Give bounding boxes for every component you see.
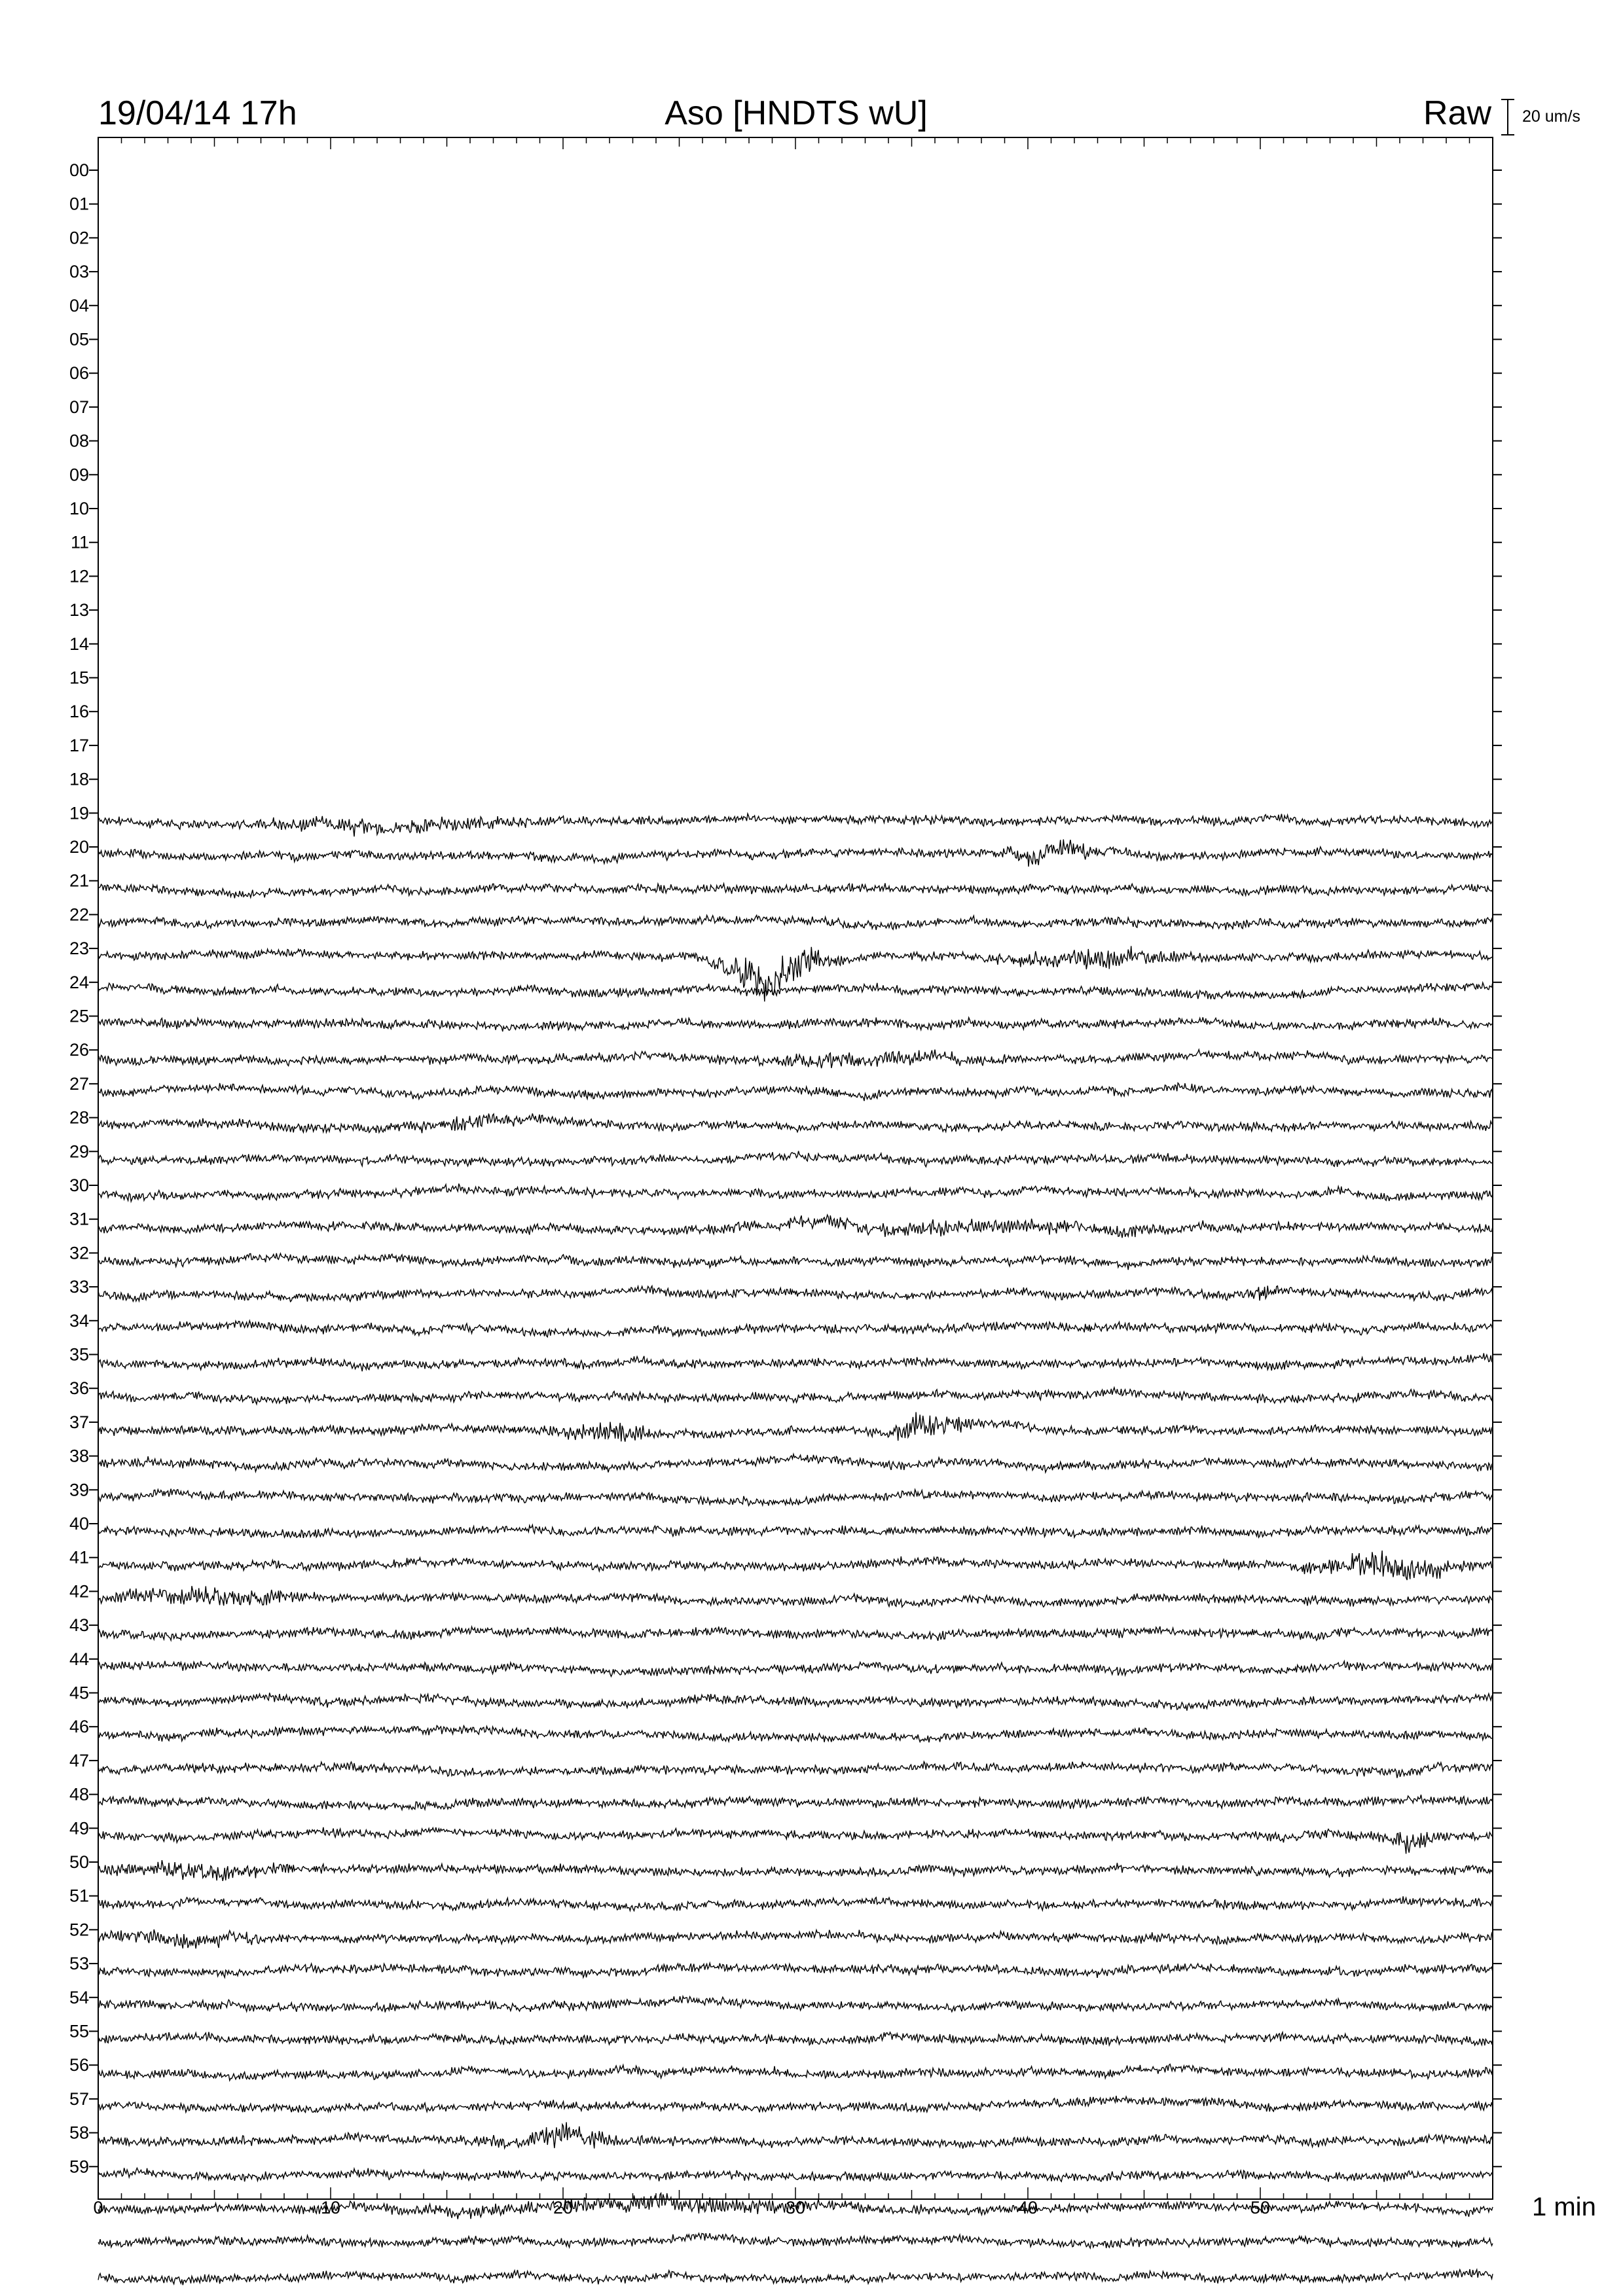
row-label: 05 [69, 329, 89, 350]
row-label: 13 [69, 600, 89, 620]
trace-row-38 [98, 1454, 1493, 1473]
trace-row-57 [98, 2096, 1493, 2112]
trace-row-28 [98, 1113, 1493, 1133]
trace-row-40 [98, 1525, 1493, 1538]
row-label: 07 [69, 397, 89, 417]
row-label: 27 [69, 1073, 89, 1094]
row-label: 22 [69, 905, 89, 925]
row-label: 03 [69, 262, 89, 282]
row-label: 12 [69, 566, 89, 586]
row-label: 11 [70, 532, 89, 552]
trace-row-35 [98, 1354, 1493, 1372]
trace-row-20 [98, 840, 1493, 867]
row-label: 48 [69, 1784, 89, 1804]
trace-row-24 [98, 982, 1493, 999]
trace-row-62 [98, 2269, 1493, 2285]
row-label: 01 [69, 194, 89, 214]
amplitude-scale-label: 20 um/s [1522, 107, 1580, 126]
row-label: 59 [69, 2157, 89, 2177]
trace-row-61 [98, 2233, 1493, 2248]
plot-frame [98, 137, 1493, 2199]
row-label: 32 [69, 1243, 89, 1263]
trace-row-52 [98, 1929, 1493, 1948]
row-label: 53 [69, 1954, 89, 1974]
trace-row-47 [98, 1762, 1493, 1778]
trace-row-31 [98, 1215, 1493, 1238]
x-tick-label: 10 [320, 2198, 341, 2217]
row-label: 20 [69, 837, 89, 857]
amplitude-scale-bar [1501, 99, 1514, 135]
row-label: 31 [69, 1209, 89, 1229]
row-label: 43 [69, 1615, 89, 1636]
row-label: 36 [69, 1378, 89, 1399]
row-label: 45 [69, 1683, 89, 1703]
row-label: 42 [69, 1581, 89, 1602]
trace-row-26 [98, 1050, 1493, 1069]
row-label: 41 [69, 1547, 89, 1568]
trace-row-48 [98, 1795, 1493, 1810]
trace-row-34 [98, 1321, 1493, 1337]
row-label: 02 [69, 228, 89, 248]
date-hour-label: 19/04/14 17h [98, 94, 297, 132]
row-label: 57 [69, 2089, 89, 2109]
trace-row-29 [98, 1151, 1493, 1167]
row-label: 50 [69, 1852, 89, 1872]
row-label: 19 [69, 803, 89, 823]
trace-row-23 [98, 946, 1493, 1001]
trace-row-59 [98, 2168, 1493, 2181]
trace-row-33 [98, 1286, 1493, 1302]
trace-row-55 [98, 2032, 1493, 2046]
row-label: 44 [69, 1649, 89, 1669]
trace-row-39 [98, 1489, 1493, 1506]
row-label: 04 [69, 295, 89, 315]
x-tick-label: 50 [1250, 2198, 1271, 2217]
row-label: 08 [69, 431, 89, 451]
trace-row-43 [98, 1626, 1493, 1641]
x-tick-label: 0 [93, 2198, 103, 2217]
row-label: 47 [69, 1750, 89, 1770]
row-label: 06 [69, 363, 89, 384]
x-tick-label: 30 [785, 2198, 806, 2217]
trace-row-51 [98, 1896, 1493, 1910]
trace-row-56 [98, 2064, 1493, 2081]
row-label: 14 [69, 634, 89, 654]
row-label: 51 [69, 1886, 89, 1906]
row-label: 26 [69, 1040, 89, 1060]
row-label: 09 [69, 465, 89, 485]
row-label: 29 [69, 1141, 89, 1162]
row-label: 28 [69, 1107, 89, 1128]
trace-row-46 [98, 1726, 1493, 1743]
row-label: 46 [69, 1717, 89, 1737]
trace-row-21 [98, 883, 1493, 898]
row-label: 54 [69, 1987, 89, 2007]
trace-row-25 [98, 1017, 1493, 1031]
x-tick-label: 40 [1017, 2198, 1038, 2217]
seismic-traces [98, 814, 1493, 2285]
trace-row-58 [98, 2122, 1493, 2148]
trace-row-19 [98, 814, 1493, 836]
row-label: 34 [69, 1310, 89, 1331]
row-label: 16 [69, 702, 89, 722]
trace-row-27 [98, 1083, 1493, 1102]
row-labels [69, 160, 89, 2176]
trace-row-53 [98, 1963, 1493, 1978]
trace-row-42 [98, 1586, 1493, 1607]
station-title: Aso [HNDTS wU] [665, 94, 928, 132]
trace-row-22 [98, 915, 1493, 929]
trace-row-30 [98, 1184, 1493, 1202]
row-label: 30 [69, 1175, 89, 1195]
row-label: 24 [69, 972, 89, 992]
row-label: 56 [69, 2055, 89, 2075]
row-label: 52 [69, 1920, 89, 1940]
row-label: 37 [69, 1412, 89, 1432]
row-label: 33 [69, 1277, 89, 1297]
row-label: 00 [69, 160, 89, 180]
row-label: 58 [69, 2123, 89, 2143]
row-label: 38 [69, 1446, 89, 1466]
trace-row-49 [98, 1827, 1493, 1854]
time-unit-label: 1 min [1532, 2193, 1596, 2221]
trace-row-44 [98, 1661, 1493, 1677]
row-label: 40 [69, 1514, 89, 1534]
row-label: 39 [69, 1480, 89, 1500]
row-label: 18 [69, 769, 89, 789]
row-label: 10 [69, 499, 89, 518]
x-tick-label: 20 [553, 2198, 574, 2217]
row-label: 17 [69, 735, 89, 755]
row-label: 55 [69, 2021, 89, 2041]
row-label: 25 [69, 1006, 89, 1026]
row-label: 15 [69, 668, 89, 688]
trace-row-32 [98, 1253, 1493, 1270]
trace-row-37 [98, 1412, 1493, 1442]
trace-row-41 [98, 1551, 1493, 1580]
trace-row-45 [98, 1693, 1493, 1710]
mode-label: Raw [1423, 94, 1491, 132]
row-label: 23 [69, 939, 89, 959]
trace-row-36 [98, 1388, 1493, 1404]
axis-ticks [89, 137, 1502, 2199]
row-label: 49 [69, 1818, 89, 1839]
trace-row-50 [98, 1860, 1493, 1881]
trace-row-54 [98, 1996, 1493, 2012]
row-label: 21 [69, 870, 89, 891]
row-label: 35 [69, 1344, 89, 1365]
